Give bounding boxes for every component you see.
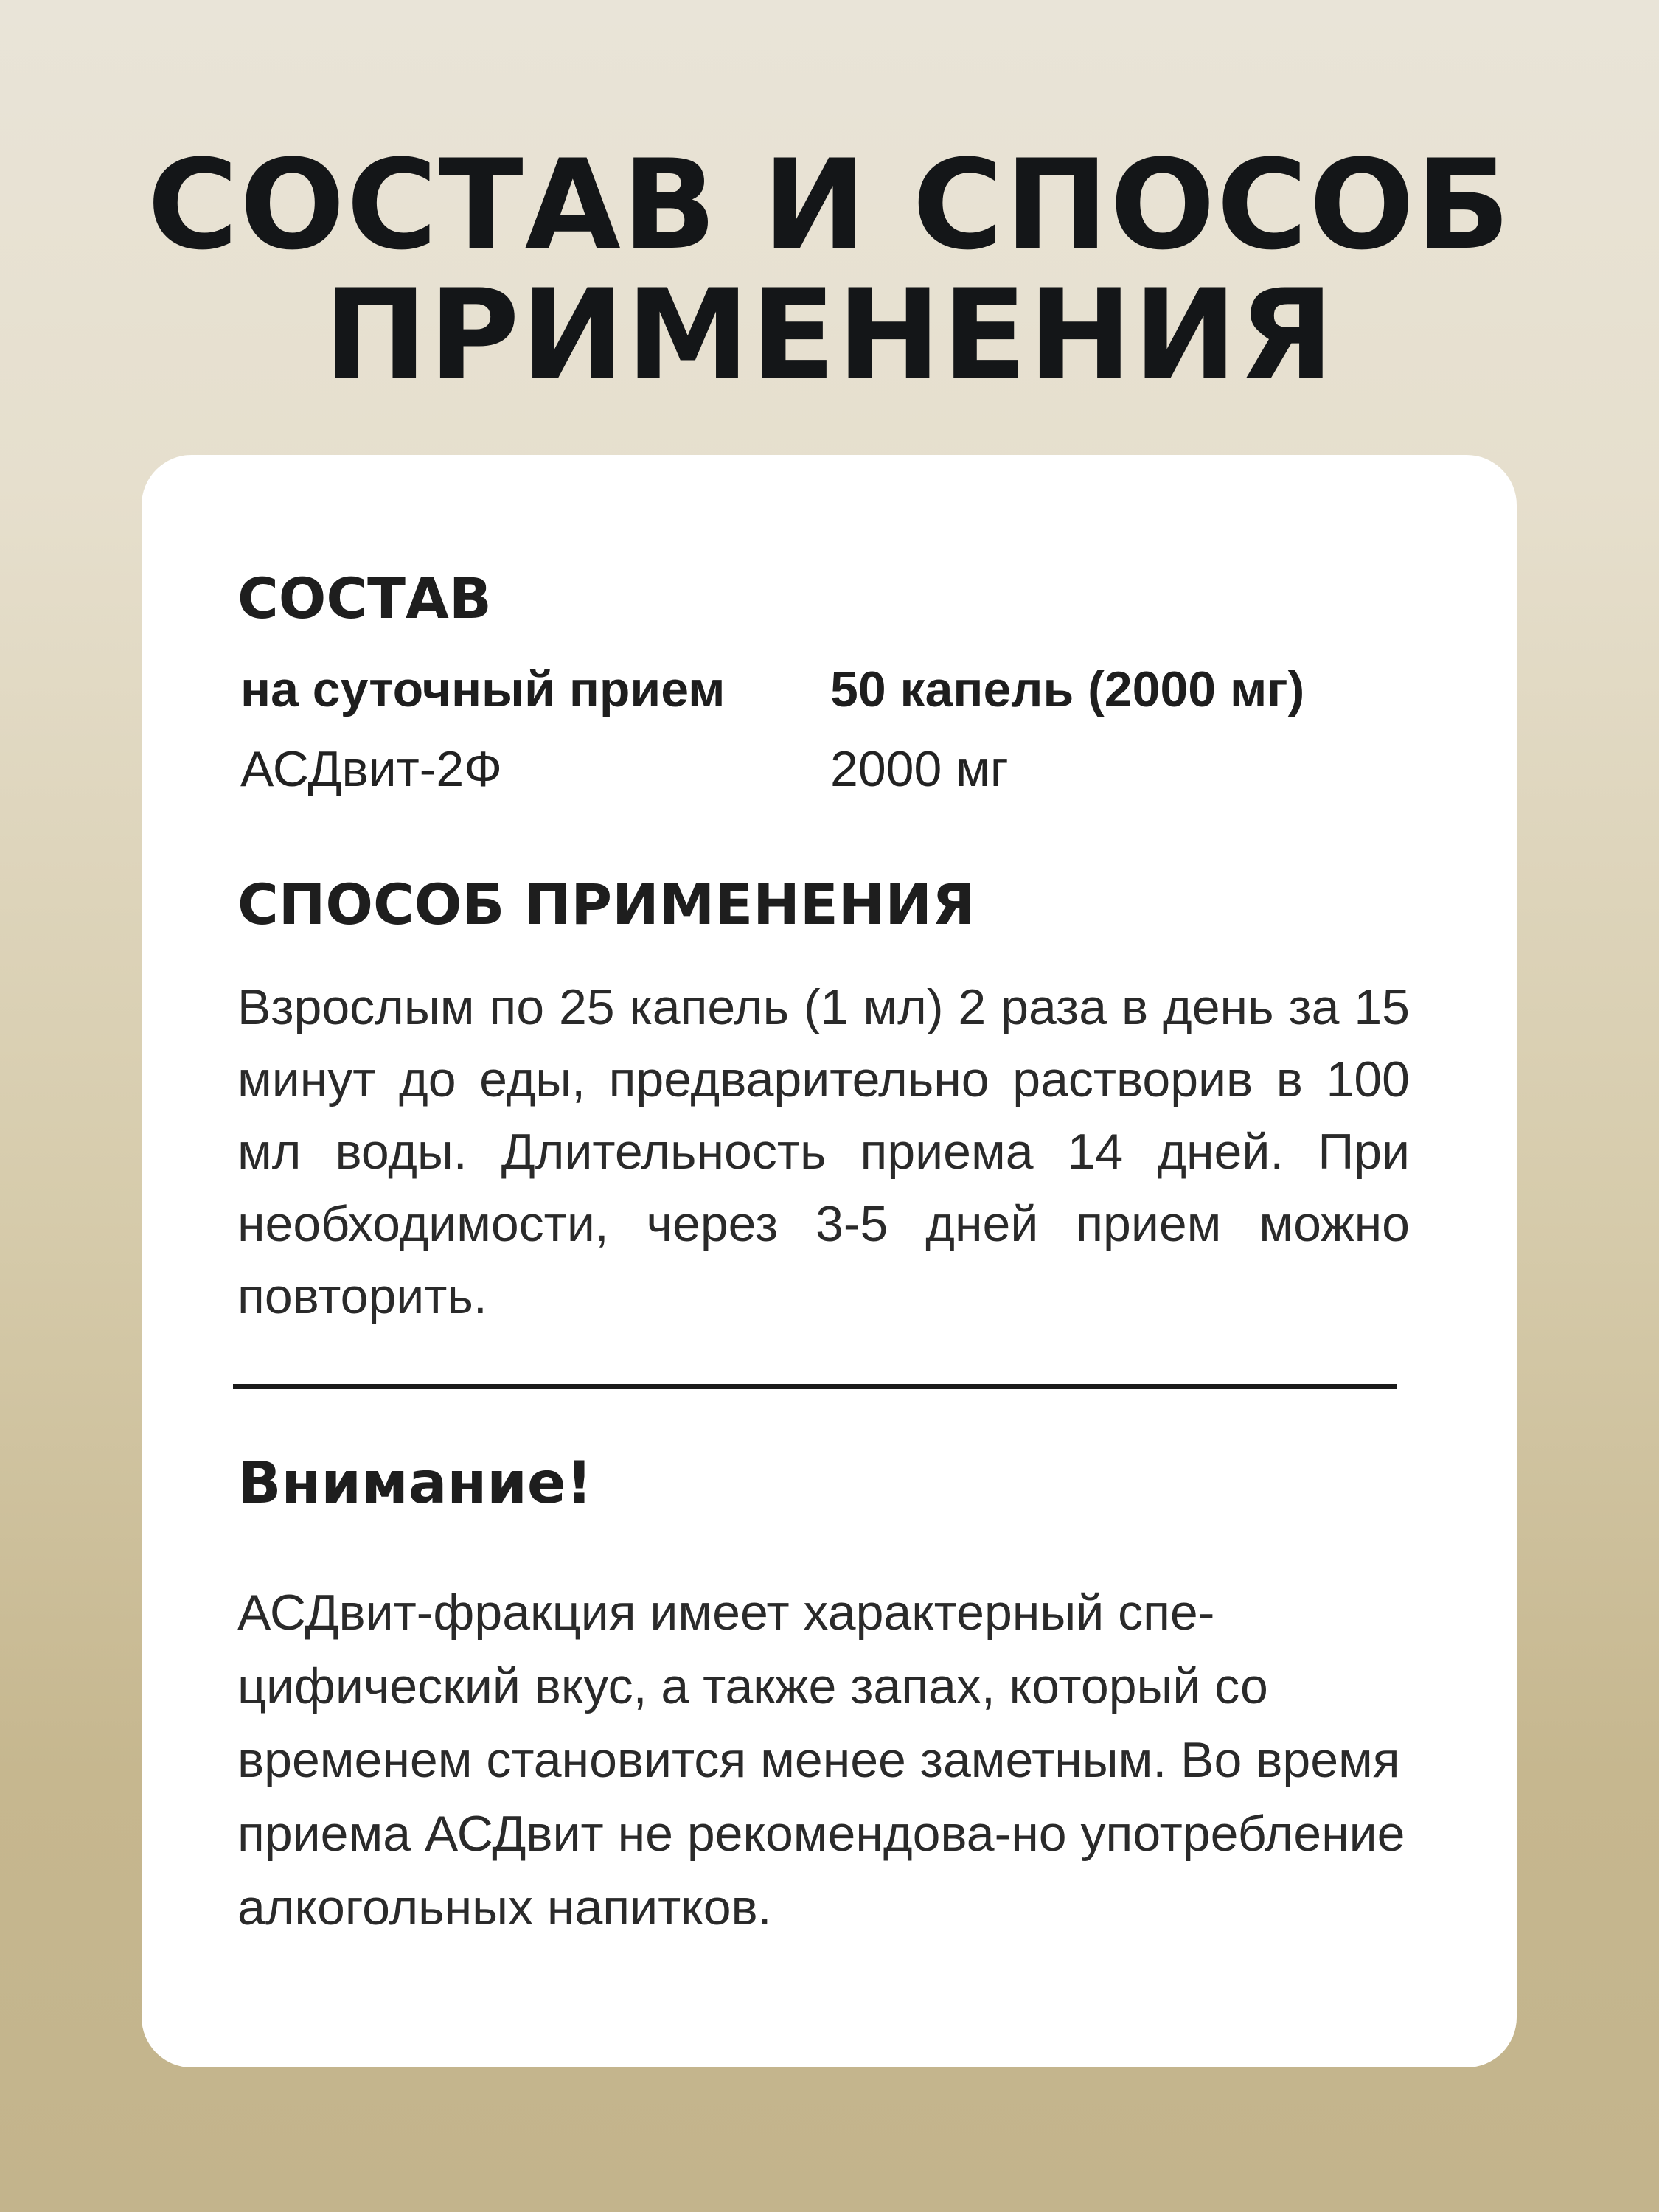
composition-header-value: 50 капель (2000 мг) xyxy=(830,661,1305,717)
usage-instructions: Взрослым по 25 капель (1 мл) 2 раза в день за 15 минут до еды, предварительно растворив в 100 мл воды. Длительность приема 14 дней. При необходимости, через 3-5 дней прием можно повторить. xyxy=(237,979,1410,1324)
page-title-line-2: ПРИМЕНЕНИЯ xyxy=(323,262,1336,407)
warning-heading: Внимание! xyxy=(237,1450,593,1517)
section-divider xyxy=(233,1384,1397,1389)
ingredient-name: АСДвит-2Ф xyxy=(240,741,502,797)
page-title-line-1: СОСТАВ И СПОСОБ xyxy=(147,133,1512,277)
composition-heading: СОСТАВ xyxy=(237,566,492,631)
ingredient-amount: 2000 мг xyxy=(830,741,1009,797)
info-card xyxy=(142,455,1517,2067)
warning-text: АСДвит-фракция имеет характерный спе-цифический вкус, а также запах, который со временем становится менее заметным. Во время приема АСДвит не рекомендова-но употребление алкогольных напитков. xyxy=(237,1585,1405,1935)
page-title xyxy=(0,133,1659,407)
composition-header-label: на суточный прием xyxy=(240,661,726,717)
usage-heading: СПОСОБ ПРИМЕНЕНИЯ xyxy=(237,872,975,937)
